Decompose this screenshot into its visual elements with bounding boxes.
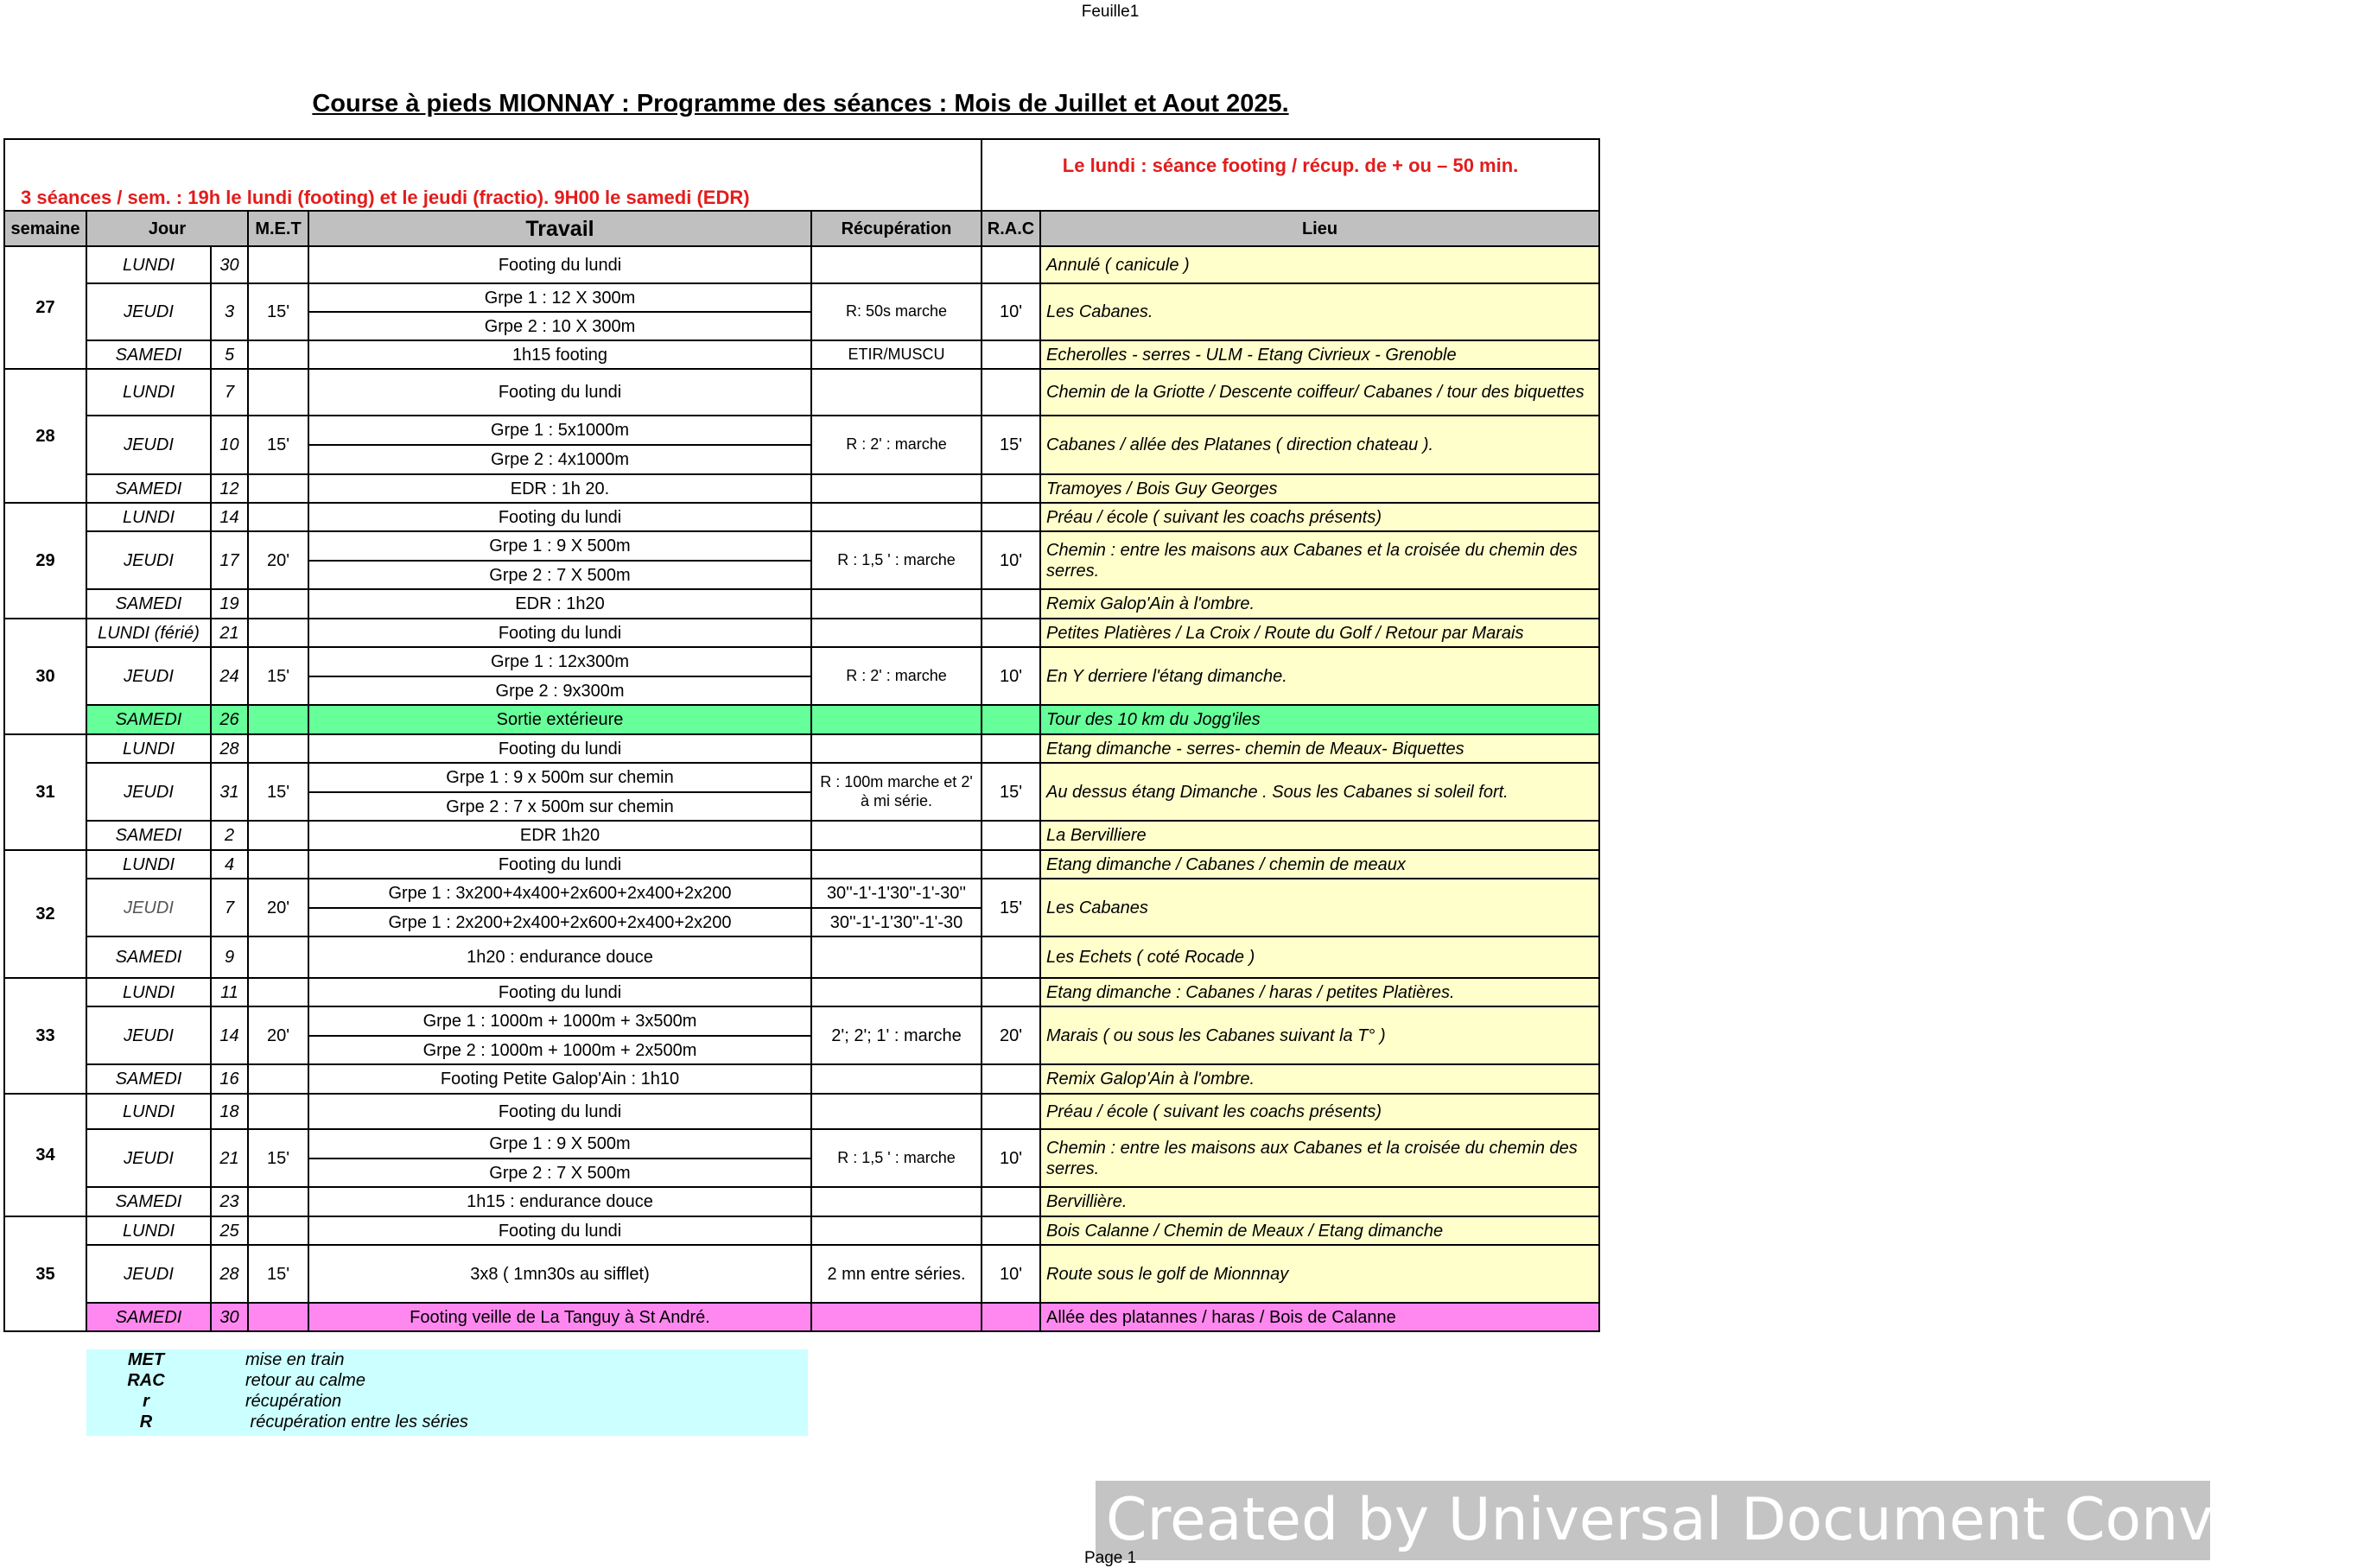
legend-row	[86, 1391, 808, 1412]
rac-cell	[982, 474, 1040, 503]
day-name: SAMEDI	[86, 340, 211, 369]
day-number: 21	[211, 619, 248, 647]
day-name: SAMEDI	[86, 1187, 211, 1216]
recup-cell: 30''-1'-1'30''-1'-30''	[811, 879, 982, 908]
recup-cell	[811, 821, 982, 850]
week-number: 34	[4, 1094, 86, 1216]
day-number: 5	[211, 340, 248, 369]
day-number: 12	[211, 474, 248, 503]
met-cell	[248, 734, 308, 763]
rac-cell	[982, 936, 1040, 978]
travail-cell: Grpe 2 : 7 X 500m	[308, 561, 811, 589]
rac-cell	[982, 734, 1040, 763]
rac-cell	[982, 821, 1040, 850]
legend-key: r	[143, 1392, 149, 1411]
rac-cell: 10'	[982, 1245, 1040, 1303]
legend	[86, 1349, 808, 1436]
rac-cell: 10'	[982, 531, 1040, 589]
header-jour: Jour	[86, 211, 248, 246]
legend-key: R	[139, 1412, 153, 1432]
met-cell	[248, 246, 308, 283]
day-number: 9	[211, 936, 248, 978]
rac-cell: 10'	[982, 647, 1040, 705]
day-number: 11	[211, 978, 248, 1006]
schedule-info: 3 séances / sem. : 19h le lundi (footing) et le jeudi (fractio). 9H00 le samedi (EDR)	[4, 139, 982, 211]
recup-cell	[811, 1303, 982, 1331]
sheet-name: Feuille1	[1081, 3, 1140, 21]
recup-cell: R: 50s marche	[811, 283, 982, 340]
day-name: LUNDI	[86, 850, 211, 879]
day-number: 16	[211, 1064, 248, 1094]
travail-cell: Footing du lundi	[308, 619, 811, 647]
met-cell: 15'	[248, 647, 308, 705]
recup-cell: R : 1,5 ' : marche	[811, 1129, 982, 1187]
rac-cell	[982, 1064, 1040, 1094]
recup-cell: 2 mn entre séries.	[811, 1245, 982, 1303]
day-number: 7	[211, 369, 248, 416]
recup-cell	[811, 619, 982, 647]
day-number: 4	[211, 850, 248, 879]
day-number: 19	[211, 589, 248, 619]
day-name: LUNDI	[86, 1094, 211, 1129]
rac-cell	[982, 705, 1040, 734]
rac-cell: 10'	[982, 283, 1040, 340]
travail-cell: Grpe 2 : 9x300m	[308, 676, 811, 705]
legend-value: mise en train	[245, 1350, 345, 1369]
met-cell	[248, 978, 308, 1006]
legend-row	[86, 1412, 808, 1432]
day-name: JEUDI	[86, 1006, 211, 1064]
travail-cell: EDR 1h20	[308, 821, 811, 850]
met-cell	[248, 936, 308, 978]
met-cell: 15'	[248, 763, 308, 821]
day-name: LUNDI	[86, 246, 211, 283]
lieu-cell: Petites Platières / La Croix / Route du Golf / Retour par Marais	[1040, 619, 1599, 647]
rac-cell	[982, 369, 1040, 416]
lieu-cell: Les Cabanes	[1040, 879, 1599, 936]
page-title: Course à pieds MIONNAY : Programme des séances : Mois de Juillet et Aout 2025.	[312, 90, 1289, 117]
lieu-cell: Préau / école ( suivant les coachs présents)	[1040, 1094, 1599, 1129]
day-number: 25	[211, 1216, 248, 1245]
day-number: 7	[211, 879, 248, 936]
travail-cell: Footing du lundi	[308, 1094, 811, 1129]
day-name: JEUDI	[86, 1129, 211, 1187]
page-number: Page 1	[1084, 1549, 1137, 1567]
travail-cell: 1h15 footing	[308, 340, 811, 369]
met-cell: 15'	[248, 1129, 308, 1187]
travail-cell: Grpe 2 : 7 X 500m	[308, 1159, 811, 1187]
day-number: 14	[211, 503, 248, 531]
travail-cell: Grpe 2 : 10 X 300m	[308, 312, 811, 340]
week-number: 29	[4, 503, 86, 619]
rac-cell	[982, 978, 1040, 1006]
recup-cell	[811, 936, 982, 978]
day-number: 31	[211, 763, 248, 821]
met-cell	[248, 503, 308, 531]
lieu-cell: La Bervilliere	[1040, 821, 1599, 850]
travail-cell: Grpe 1 : 9 X 500m	[308, 531, 811, 561]
lieu-cell: Chemin : entre les maisons aux Cabanes et la croisée du chemin des serres.	[1040, 531, 1599, 589]
lieu-cell: Marais ( ou sous les Cabanes suivant la T° )	[1040, 1006, 1599, 1064]
lieu-cell: Remix Galop'Ain à l'ombre.	[1040, 589, 1599, 619]
week-number: 31	[4, 734, 86, 850]
met-cell: 15'	[248, 416, 308, 474]
travail-cell: Grpe 1 : 12 X 300m	[308, 283, 811, 312]
week-number: 33	[4, 978, 86, 1094]
day-name: LUNDI	[86, 734, 211, 763]
recup-cell	[811, 1216, 982, 1245]
recup-cell	[811, 1064, 982, 1094]
week-number: 30	[4, 619, 86, 734]
day-name: SAMEDI	[86, 705, 211, 734]
header-rac: R.A.C	[982, 211, 1040, 246]
day-number: 28	[211, 734, 248, 763]
lieu-cell: Bois Calanne / Chemin de Meaux / Etang dimanche	[1040, 1216, 1599, 1245]
lieu-cell: Au dessus étang Dimanche . Sous les Cabanes si soleil fort.	[1040, 763, 1599, 821]
lieu-cell: Echerolles - serres - ULM - Etang Civrieux - Grenoble	[1040, 340, 1599, 369]
schedule-table	[3, 138, 1600, 1332]
week-number: 35	[4, 1216, 86, 1331]
week-number: 27	[4, 246, 86, 369]
legend-row	[86, 1349, 808, 1370]
rac-cell	[982, 1094, 1040, 1129]
day-name: SAMEDI	[86, 936, 211, 978]
day-number: 30	[211, 246, 248, 283]
rac-cell: 10'	[982, 1129, 1040, 1187]
met-cell	[248, 1216, 308, 1245]
met-cell: 15'	[248, 283, 308, 340]
recup-cell	[811, 734, 982, 763]
lieu-cell: Chemin : entre les maisons aux Cabanes et la croisée du chemin des serres.	[1040, 1129, 1599, 1187]
day-number: 21	[211, 1129, 248, 1187]
lieu-cell: Cabanes / allée des Platanes ( direction chateau ).	[1040, 416, 1599, 474]
travail-cell: Footing du lundi	[308, 1216, 811, 1245]
day-name: SAMEDI	[86, 821, 211, 850]
header-semaine: semaine	[4, 211, 86, 246]
lieu-cell: En Y derriere l'étang dimanche.	[1040, 647, 1599, 705]
travail-cell: Footing du lundi	[308, 734, 811, 763]
recup-cell: R : 2' : marche	[811, 416, 982, 474]
met-cell	[248, 1064, 308, 1094]
travail-cell: Grpe 1 : 3x200+4x400+2x600+2x400+2x200	[308, 879, 811, 908]
day-name: LUNDI (férié)	[86, 619, 211, 647]
met-cell	[248, 340, 308, 369]
day-name: SAMEDI	[86, 474, 211, 503]
met-cell: 20'	[248, 879, 308, 936]
day-name: JEUDI	[86, 879, 211, 936]
day-number: 3	[211, 283, 248, 340]
lieu-cell: Bervillière.	[1040, 1187, 1599, 1216]
lieu-cell: Tour des 10 km du Jogg'iles	[1040, 705, 1599, 734]
met-cell	[248, 369, 308, 416]
rac-cell: 15'	[982, 416, 1040, 474]
travail-cell: Grpe 1 : 1000m + 1000m + 3x500m	[308, 1006, 811, 1036]
lieu-cell: Remix Galop'Ain à l'ombre.	[1040, 1064, 1599, 1094]
met-cell	[248, 1094, 308, 1129]
travail-cell: Grpe 2 : 7 x 500m sur chemin	[308, 792, 811, 821]
lieu-cell: Etang dimanche / Cabanes / chemin de meaux	[1040, 850, 1599, 879]
met-cell	[248, 1187, 308, 1216]
day-number: 30	[211, 1303, 248, 1331]
recup-cell	[811, 705, 982, 734]
lieu-cell: Annulé ( canicule )	[1040, 246, 1599, 283]
day-name: JEUDI	[86, 416, 211, 474]
travail-cell: Footing du lundi	[308, 369, 811, 416]
recup-cell: R : 1,5 ' : marche	[811, 531, 982, 589]
header-lieu: Lieu	[1040, 211, 1599, 246]
day-name: SAMEDI	[86, 1064, 211, 1094]
day-name: JEUDI	[86, 1245, 211, 1303]
travail-cell: Footing du lundi	[308, 978, 811, 1006]
travail-cell: EDR : 1h20	[308, 589, 811, 619]
day-name: JEUDI	[86, 763, 211, 821]
week-number: 32	[4, 850, 86, 978]
rac-cell	[982, 1216, 1040, 1245]
recup-cell	[811, 978, 982, 1006]
lieu-cell: Préau / école ( suivant les coachs présents)	[1040, 503, 1599, 531]
day-name: JEUDI	[86, 283, 211, 340]
recup-cell: 2'; 2'; 1' : marche	[811, 1006, 982, 1064]
rac-cell	[982, 1187, 1040, 1216]
rac-cell: 20'	[982, 1006, 1040, 1064]
monday-info: Le lundi : séance footing / récup. de + ou – 50 min.	[982, 139, 1599, 211]
travail-cell: Grpe 1 : 12x300m	[308, 647, 811, 676]
recup-cell: 30''-1'-1'30''-1'-30	[811, 908, 982, 936]
met-cell	[248, 850, 308, 879]
lieu-cell: Chemin de la Griotte / Descente coiffeur/ Cabanes / tour des biquettes	[1040, 369, 1599, 416]
met-cell	[248, 821, 308, 850]
travail-cell: Footing du lundi	[308, 246, 811, 283]
converter-watermark: Created by Universal Document Converter	[1096, 1481, 2210, 1560]
travail-cell: Grpe 2 : 1000m + 1000m + 2x500m	[308, 1036, 811, 1064]
recup-cell	[811, 474, 982, 503]
met-cell	[248, 474, 308, 503]
day-name: JEUDI	[86, 647, 211, 705]
day-name: SAMEDI	[86, 589, 211, 619]
recup-cell: R : 100m marche et 2' à mi série.	[811, 763, 982, 821]
rac-cell	[982, 589, 1040, 619]
legend-value: récupération	[245, 1392, 342, 1411]
legend-value: récupération entre les séries	[245, 1412, 468, 1432]
recup-cell	[811, 850, 982, 879]
lieu-cell: Les Echets ( coté Rocade )	[1040, 936, 1599, 978]
rac-cell	[982, 1303, 1040, 1331]
lieu-cell: Route sous le golf de Mionnnay	[1040, 1245, 1599, 1303]
lieu-cell: Tramoyes / Bois Guy Georges	[1040, 474, 1599, 503]
travail-cell: Grpe 1 : 9 X 500m	[308, 1129, 811, 1159]
travail-cell: Sortie extérieure	[308, 705, 811, 734]
day-number: 24	[211, 647, 248, 705]
day-number: 17	[211, 531, 248, 589]
day-name: LUNDI	[86, 1216, 211, 1245]
lieu-cell: Etang dimanche : Cabanes / haras / petites Platières.	[1040, 978, 1599, 1006]
met-cell: 20'	[248, 1006, 308, 1064]
header-met: M.E.T	[248, 211, 308, 246]
rac-cell: 15'	[982, 879, 1040, 936]
travail-cell: Footing Petite Galop'Ain : 1h10	[308, 1064, 811, 1094]
met-cell	[248, 619, 308, 647]
legend-value: retour au calme	[245, 1371, 365, 1390]
day-number: 18	[211, 1094, 248, 1129]
recup-cell	[811, 369, 982, 416]
header-recuperation: Récupération	[811, 211, 982, 246]
travail-cell: 3x8 ( 1mn30s au sifflet)	[308, 1245, 811, 1303]
day-name: SAMEDI	[86, 1303, 211, 1331]
met-cell: 15'	[248, 1245, 308, 1303]
legend-row	[86, 1370, 808, 1391]
rac-cell	[982, 850, 1040, 879]
recup-cell	[811, 1094, 982, 1129]
week-number: 28	[4, 369, 86, 503]
travail-cell: Grpe 1 : 2x200+2x400+2x600+2x400+2x200	[308, 908, 811, 936]
travail-cell: Grpe 1 : 9 x 500m sur chemin	[308, 763, 811, 792]
lieu-cell: Etang dimanche - serres- chemin de Meaux- Biquettes	[1040, 734, 1599, 763]
travail-cell: 1h15 : endurance douce	[308, 1187, 811, 1216]
day-number: 14	[211, 1006, 248, 1064]
travail-cell: Grpe 2 : 4x1000m	[308, 445, 811, 474]
legend-key: MET	[127, 1350, 165, 1369]
met-cell	[248, 705, 308, 734]
met-cell	[248, 589, 308, 619]
met-cell	[248, 1303, 308, 1331]
travail-cell: Grpe 1 : 5x1000m	[308, 416, 811, 445]
day-number: 10	[211, 416, 248, 474]
day-name: JEUDI	[86, 531, 211, 589]
travail-cell: 1h20 : endurance douce	[308, 936, 811, 978]
day-name: LUNDI	[86, 503, 211, 531]
day-number: 2	[211, 821, 248, 850]
day-number: 28	[211, 1245, 248, 1303]
legend-key: RAC	[127, 1371, 165, 1390]
travail-cell: EDR : 1h 20.	[308, 474, 811, 503]
lieu-cell: Les Cabanes.	[1040, 283, 1599, 340]
day-number: 23	[211, 1187, 248, 1216]
day-name: LUNDI	[86, 369, 211, 416]
travail-cell: Footing du lundi	[308, 503, 811, 531]
recup-cell	[811, 589, 982, 619]
rac-cell	[982, 619, 1040, 647]
rac-cell: 15'	[982, 763, 1040, 821]
recup-cell	[811, 246, 982, 283]
rac-cell	[982, 503, 1040, 531]
recup-cell: ETIR/MUSCU	[811, 340, 982, 369]
recup-cell	[811, 503, 982, 531]
header-travail: Travail	[308, 211, 811, 246]
recup-cell	[811, 1187, 982, 1216]
travail-cell: Footing veille de La Tanguy à St André.	[308, 1303, 811, 1331]
day-name: LUNDI	[86, 978, 211, 1006]
rac-cell	[982, 246, 1040, 283]
rac-cell	[982, 340, 1040, 369]
recup-cell: R : 2' : marche	[811, 647, 982, 705]
day-number: 26	[211, 705, 248, 734]
met-cell: 20'	[248, 531, 308, 589]
travail-cell: Footing du lundi	[308, 850, 811, 879]
lieu-cell: Allée des platannes / haras / Bois de Calanne	[1040, 1303, 1599, 1331]
